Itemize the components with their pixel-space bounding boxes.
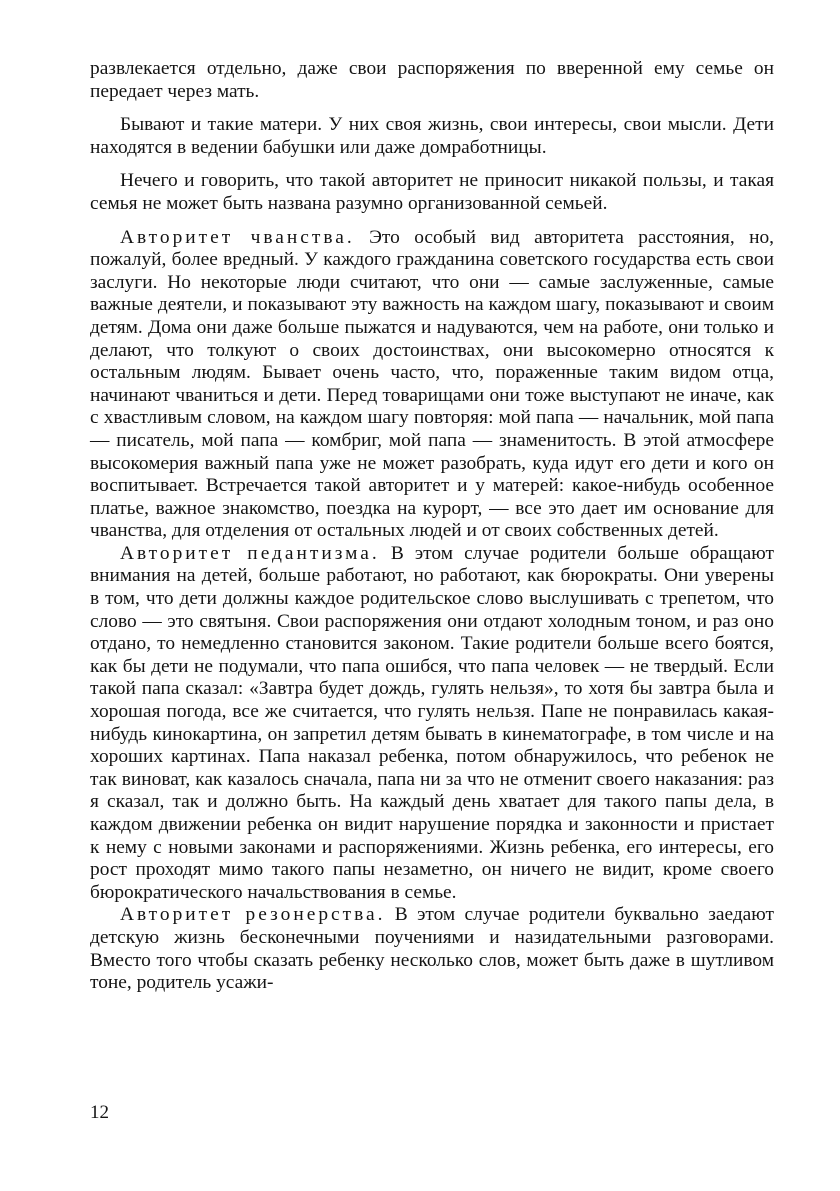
paragraph-text: развлекается отдельно, даже свои распоряжения по вверенной ему семье он передает через мать. bbox=[90, 58, 774, 102]
paragraph-text: В этом случае родители буквально заедают детскую жизнь бесконечными поучениями и назидательными разговорами. Вместо того чтобы сказать ребенку несколько слов, может быть даже в шутливом тоне, родитель усажи- bbox=[90, 904, 774, 994]
paragraph-moralizing-authority bbox=[90, 904, 774, 994]
paragraph-text: В этом случае родители больше обращают внимания на детей, больше работают, но работают, как бюрократы. Они уверены в том, что дети должны каждое родительское слово выслушивать с трепетом, что слово — это святыня. Свои распоряжения они отдают холодным тоном, и раз оно отдано, то немедленно становится законом. Такие родители больше всего боятся, как бы дети не подумали, что папа ошибся, что папа человек — не твердый. Если такой папа сказал: «Завтра будет дождь, гулять нельзя», то хотя бы завтра была и хорошая погода, все же считается, что гулять нельзя. Папе не понравилась какая-нибудь кинокартина, он запретил детям бывать в кинематографе, в том числе и на хороших картинах. Папа наказал ребенка, потом обнаружилось, что ребенок не так виноват, как казалось сначала, папа ни за что не отменит своего наказания: раз я сказал, так и должно быть. На каждый день хватает для такого папы дела, в каждом движении ребенка он видит нарушение порядка и законности и пристает к нему с новыми законами и распоряжениями. Жизнь ребенка, его интересы, его рост проходят мимо такого папы незаметно, он ничего не видит, кроме своего бюрократического начальствования в семье. bbox=[90, 542, 774, 903]
section-heading: Авторитет резонерства. bbox=[120, 904, 386, 926]
page-number: 12 bbox=[90, 1102, 109, 1123]
section-heading: Авторитет педантизма. bbox=[120, 542, 380, 564]
paragraph-text: Это особый вид авторитета расстояния, но, пожалуй, более вредный. У каждого гражданина советского государства есть свои заслуги. Но некоторые люди считают, что они — самые заслуженные, самые важные деятели, и показывают эту важность на каждом шагу, показывают и своим детям. Дома они даже больше пыжатся и надуваются, чем на работе, они только и делают, что толкуют о своих достоинствах, они высокомерно относятся к остальным людям. Бывает очень часто, что, пораженные таким видом отца, начинают чваниться и дети. Перед товарищами они тоже выступают не иначе, как с хвастливым словом, на каждом шагу повторяя: мой папа — начальник, мой папа — писатель, мой папа — комбриг, мой папа — знаменитость. В этой атмосфере высокомерия важный папа уже не может разобрать, куда идут его дети и кого он воспитывает. Встречается такой авторитет и у матерей: какое-нибудь особенное платье, важное знакомство, поездка на курорт, — все это дает им основание для чванства, для отделения от остальных людей и от своих собственных детей. bbox=[90, 226, 774, 542]
paragraph-continuation bbox=[90, 58, 774, 103]
paragraph-vanity-authority bbox=[90, 227, 774, 543]
paragraph-text: Нечего и говорить, что такой авторитет не приносит никакой пользы, и такая семья не может быть названа разумно организованной семьей. bbox=[90, 170, 774, 214]
paragraph-text: Бывают и такие матери. У них своя жизнь, свои интересы, свои мысли. Дети находятся в ведении бабушки или даже домработницы. bbox=[90, 114, 774, 158]
paragraph-mothers bbox=[90, 114, 774, 159]
paragraph-no-benefit bbox=[90, 170, 774, 215]
section-heading: Авторитет чванства. bbox=[120, 226, 355, 248]
paragraph-pedantry-authority bbox=[90, 543, 774, 905]
